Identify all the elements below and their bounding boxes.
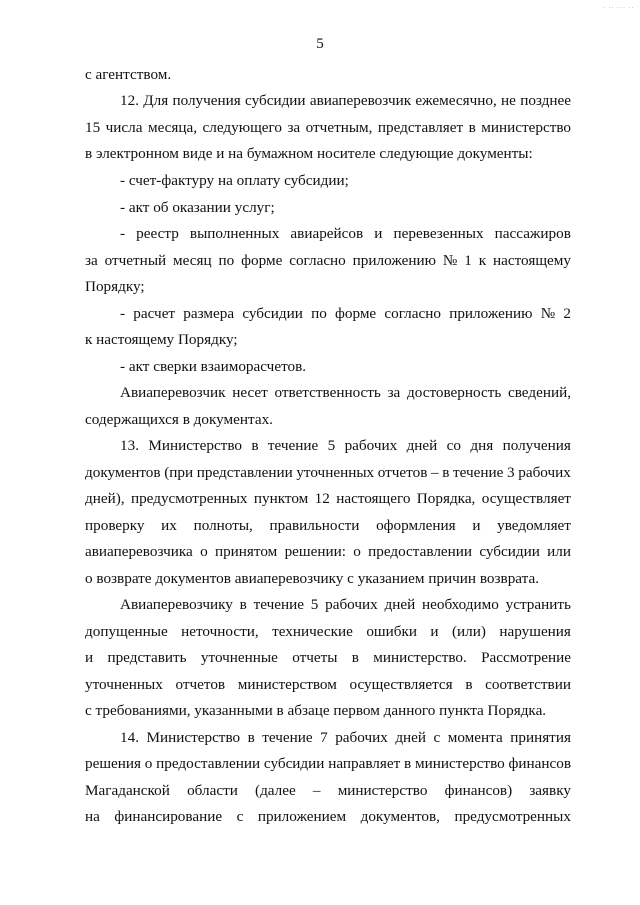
word: приложением — [257, 808, 347, 825]
word: размера — [183, 305, 235, 322]
word: ответственность — [274, 384, 381, 401]
word: пунктом — [253, 490, 309, 507]
word: уведомляет — [497, 517, 571, 534]
word: приложению — [352, 252, 436, 269]
word: сведений, — [507, 384, 571, 401]
text-line: к настоящему Порядку; — [85, 331, 238, 348]
word: (далее — [255, 782, 296, 799]
word: рабочих — [335, 729, 388, 746]
word: принятом — [214, 543, 278, 560]
word: дней), — [85, 490, 125, 507]
word: и — [85, 649, 94, 666]
word: Рассмотрение — [481, 649, 571, 666]
text-line — [85, 778, 571, 804]
word: и — [430, 623, 439, 640]
word: ежемесячно, — [415, 92, 497, 109]
word: субсидии — [263, 755, 325, 772]
word: технические — [272, 623, 353, 640]
text-line — [85, 88, 571, 114]
word: (при — [164, 464, 194, 481]
word: Министерство — [148, 437, 242, 454]
text-line — [85, 248, 571, 274]
word: в — [442, 464, 450, 481]
word: министерство — [337, 782, 428, 799]
word: 13. — [120, 437, 139, 454]
word: течение — [453, 464, 504, 481]
text-line — [85, 751, 571, 777]
word: – — [431, 464, 439, 481]
word: предоставлении — [156, 755, 261, 772]
word: по — [311, 305, 327, 322]
word: следующего — [202, 119, 282, 136]
word: их — [161, 517, 177, 534]
word: в — [247, 729, 255, 746]
text-line — [85, 380, 571, 406]
word: в — [251, 437, 259, 454]
word: с — [433, 729, 441, 746]
word: расчет — [133, 305, 176, 322]
word: пассажиров — [494, 225, 571, 242]
word: 5 — [327, 437, 336, 454]
word: приложению — [449, 305, 533, 322]
word: реестр — [136, 225, 179, 242]
word: Магаданской — [85, 782, 170, 799]
word: 3 — [507, 464, 515, 481]
word: финансирование — [114, 808, 223, 825]
word: Министерство — [146, 729, 241, 746]
scan-corner-mark: · ·· ··· ·· — [602, 2, 634, 12]
word: финансов) — [444, 782, 513, 799]
word: за — [287, 119, 301, 136]
word: № — [540, 305, 556, 322]
word: течение — [262, 729, 313, 746]
word: форме — [241, 252, 283, 269]
word: Порядка, — [416, 490, 476, 507]
word: нарушения — [499, 623, 571, 640]
word: отчетов — [377, 464, 428, 481]
word: отчеты — [292, 649, 338, 666]
word: решении: — [284, 543, 346, 560]
word: течение — [253, 596, 304, 613]
word: в — [351, 649, 359, 666]
word: предусмотренных — [454, 808, 571, 825]
text-line — [85, 115, 571, 141]
word: позднее — [520, 92, 571, 109]
word: субсидии — [242, 305, 303, 322]
word: – — [312, 782, 321, 799]
word: в — [465, 676, 473, 693]
text-line — [85, 619, 571, 645]
text-line — [85, 645, 571, 671]
word: дней — [395, 729, 427, 746]
word: форме — [335, 305, 377, 322]
word: министерство — [481, 119, 571, 136]
word: предусмотренных — [130, 490, 248, 507]
text-line — [85, 433, 571, 459]
word: № — [442, 252, 458, 269]
word: несет — [232, 384, 268, 401]
word: и — [374, 225, 383, 242]
word: настоящему — [493, 252, 571, 269]
word: авиаперевозчика — [85, 543, 193, 560]
word: по — [218, 252, 235, 269]
word: представлении — [196, 464, 293, 481]
word: области — [187, 782, 238, 799]
word: или — [547, 543, 571, 560]
word: осуществляется — [349, 676, 453, 693]
word: ошибки — [366, 623, 417, 640]
word: 2 — [563, 305, 571, 322]
text-line: - счет-фактуру на оплату субсидии; — [120, 172, 349, 189]
word: на — [85, 808, 100, 825]
word: представить — [107, 649, 187, 666]
text-line: - акт сверки взаиморасчетов. — [120, 358, 307, 375]
word: (или) — [452, 623, 486, 640]
word: дней — [406, 437, 438, 454]
word: выполненных — [189, 225, 280, 242]
text-line — [85, 725, 571, 751]
word: достоверность — [407, 384, 502, 401]
word: Авиаперевозчику — [120, 596, 233, 613]
word: проверку — [85, 517, 145, 534]
word: согласно — [289, 252, 346, 269]
text-line — [85, 513, 571, 539]
word: месяц — [173, 252, 212, 269]
word: документов — [85, 464, 161, 481]
text-line: о возврате документов авиаперевозчику с указанием причин возврата. — [85, 570, 539, 587]
word: авиаперевозчик — [309, 92, 412, 109]
page-number: 5 — [316, 36, 324, 52]
word: дня — [470, 437, 494, 454]
word: за — [85, 252, 98, 269]
text-line: с агентством. — [85, 66, 172, 83]
text-line — [85, 539, 571, 565]
word: о — [353, 543, 361, 560]
word: авиарейсов — [290, 225, 364, 242]
word: отчетный — [104, 252, 167, 269]
word: к — [478, 252, 487, 269]
word: - — [120, 305, 126, 322]
word: рабочих — [325, 596, 378, 613]
word: в — [468, 119, 476, 136]
word: 1 — [464, 252, 472, 269]
word: отчетным, — [305, 119, 373, 136]
word: министерство. — [373, 649, 467, 666]
text-line: - акт об оказании услуг; — [120, 199, 275, 216]
word: и — [472, 517, 481, 534]
word: момента — [447, 729, 503, 746]
word: финансов — [508, 755, 571, 772]
text-line — [85, 804, 571, 830]
word: неточности, — [181, 623, 259, 640]
word: осуществляет — [481, 490, 571, 507]
word: Для — [143, 92, 169, 109]
word: решения — [85, 755, 142, 772]
word: числа — [105, 119, 143, 136]
text-line — [85, 486, 571, 512]
word: принятия — [510, 729, 571, 746]
word: субсидии — [245, 92, 306, 109]
word: представляет — [377, 119, 464, 136]
word: 12. — [120, 92, 139, 109]
word: - — [120, 225, 126, 242]
word: необходимо — [422, 596, 499, 613]
word: 5 — [310, 596, 319, 613]
word: получения — [172, 92, 241, 109]
word: с — [236, 808, 244, 825]
text-line: содержащихся в документах. — [85, 411, 273, 428]
word: в — [404, 755, 412, 772]
word: согласно — [384, 305, 441, 322]
word: устранить — [505, 596, 571, 613]
text-line: с требованиями, указанными в абзаце первом данного пункта Порядка. — [85, 702, 547, 719]
word: уточненных — [296, 464, 375, 481]
word: допущенные — [85, 623, 168, 640]
word: настоящего — [336, 490, 411, 507]
text-line — [85, 460, 571, 486]
text-line — [85, 672, 571, 698]
word: субсидии — [479, 543, 540, 560]
word: документов, — [360, 808, 440, 825]
word: уточненные — [200, 649, 278, 666]
word: соответствии — [485, 676, 571, 693]
word: перевезенных — [393, 225, 484, 242]
word: министерством — [237, 676, 337, 693]
word: со — [446, 437, 461, 454]
text-line — [85, 221, 571, 247]
word: предоставлении — [368, 543, 473, 560]
word: министерство — [414, 755, 505, 772]
text-line — [85, 301, 571, 327]
word: отчетов — [175, 676, 226, 693]
text-line: Порядку; — [85, 278, 145, 295]
text-line: в электронном виде и на бумажном носителе следующие документы: — [85, 145, 533, 162]
word: получения — [502, 437, 571, 454]
word: 15 — [85, 119, 101, 136]
word: полноты, — [193, 517, 253, 534]
word: о — [144, 755, 153, 772]
word: 7 — [320, 729, 328, 746]
word: не — [501, 92, 516, 109]
word: 12 — [314, 490, 330, 507]
word: Авиаперевозчик — [120, 384, 226, 401]
word: в — [239, 596, 247, 613]
word: рабочих — [344, 437, 398, 454]
word: 14. — [120, 729, 139, 746]
word: оформления — [376, 517, 456, 534]
text-line — [85, 592, 571, 618]
word: за — [387, 384, 401, 401]
word: уточненных — [85, 676, 163, 693]
word: дней — [384, 596, 416, 613]
word: рабочих — [518, 464, 571, 481]
word: правильности — [269, 517, 360, 534]
word: заявку — [529, 782, 571, 799]
word: направляет — [328, 755, 401, 772]
word: течение — [267, 437, 319, 454]
word: о — [200, 543, 208, 560]
word: месяца, — [147, 119, 198, 136]
